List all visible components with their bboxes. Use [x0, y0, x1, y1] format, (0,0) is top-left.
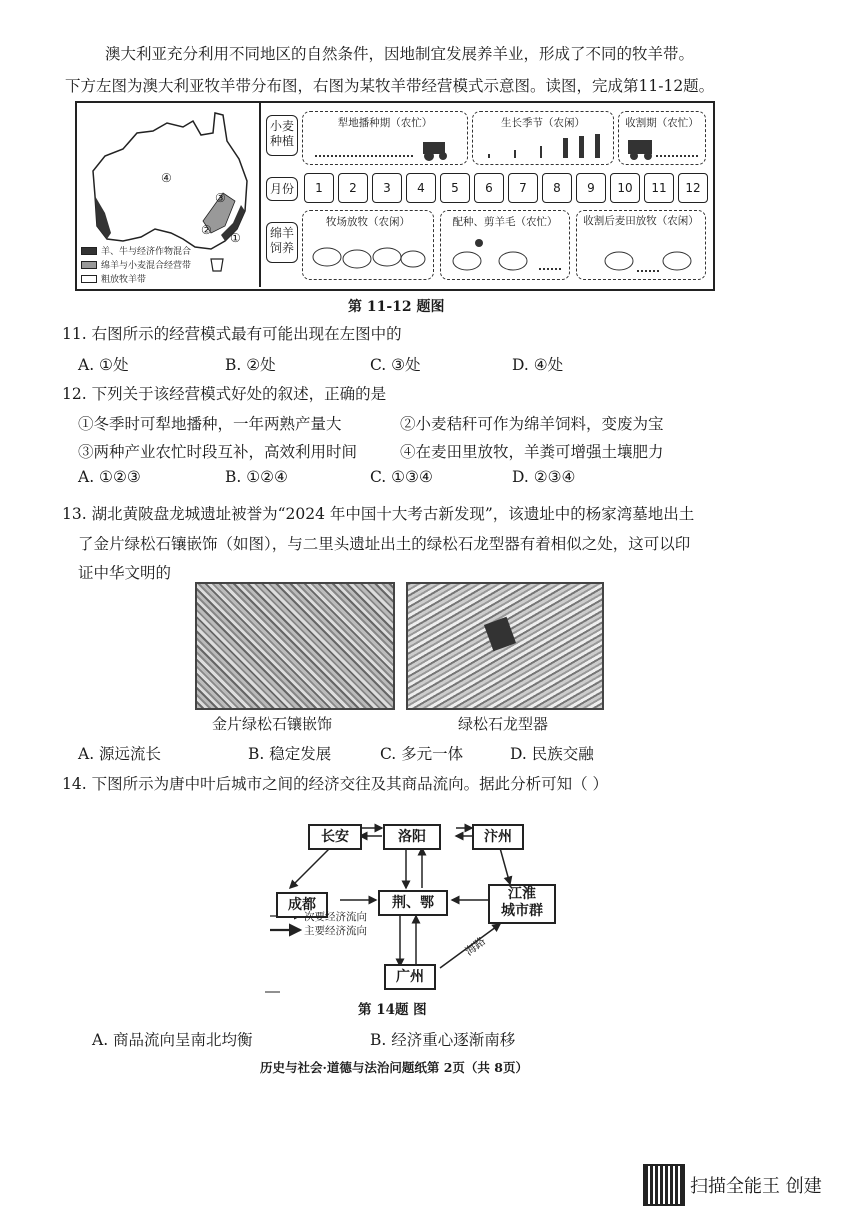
- q14-option-b[interactable]: B. 经济重心逐渐南移: [370, 1031, 516, 1049]
- row-label-sheep: 绵羊饲养: [266, 222, 298, 263]
- city-jianghuai: 江淮 城市群: [488, 884, 556, 924]
- city-changan: 长安: [308, 824, 362, 850]
- month-9: 9: [576, 173, 606, 203]
- shearing-icon: [443, 235, 567, 275]
- legend-row-2: 绵羊与小麦混合经营带: [81, 258, 191, 271]
- map-num-3: ③: [215, 191, 226, 205]
- photo-turquoise-dragon: [406, 582, 604, 710]
- month-11: 11: [644, 173, 674, 203]
- q11-option-b[interactable]: B. ②处: [225, 356, 276, 374]
- sea-route-label: 海路: [462, 934, 488, 959]
- q12-option-c[interactable]: C. ①③④: [370, 468, 433, 486]
- q11-option-c[interactable]: C. ③处: [370, 356, 421, 374]
- sheep-phase-grazing: 牧场放牧（农闲）: [302, 210, 434, 280]
- legend-row-1: 羊、牛与经济作物混合: [81, 244, 191, 257]
- q11-option-a[interactable]: A. ①处: [78, 356, 129, 374]
- map-num-2: ②: [201, 223, 212, 237]
- q12-statement-2: ②小麦秸秆可作为绵羊饲料，变废为宝: [400, 415, 664, 433]
- sheep-flock-icon: [305, 241, 431, 275]
- map-num-1: ①: [230, 231, 241, 245]
- q12-option-b[interactable]: B. ①②④: [225, 468, 288, 486]
- wheat-phase-plowing: 犁地播种期（农忙）: [302, 111, 468, 165]
- month-10: 10: [610, 173, 640, 203]
- city-luoyang: 洛阳: [383, 824, 441, 850]
- wheat-growth-icon: [475, 132, 611, 162]
- month-1: 1: [304, 173, 334, 203]
- q13-line-3: 证中华文明的: [78, 564, 172, 582]
- wheat-phase-growing: 生长季节（农闲）: [472, 111, 614, 165]
- scanner-watermark: 扫描全能王 创建: [690, 1176, 822, 1197]
- row-label-wheat: 小麦种植: [266, 115, 298, 156]
- q13-line-2: 了金片绿松石镶嵌饰（如图），与二里头遗址出土的绿松石龙型器有着相似之处，这可以印: [78, 535, 691, 553]
- intro-line-2: 下方左图为澳大利亚牧羊带分布图，右图为某牧羊带经营模式示意图。读图，完成第11-12题。: [65, 77, 715, 95]
- legend-row-3: 粗放牧羊带: [81, 272, 146, 285]
- q11-option-d[interactable]: D. ④处: [512, 356, 564, 374]
- month-3: 3: [372, 173, 402, 203]
- q14-option-a[interactable]: A. 商品流向呈南北均衡: [92, 1031, 253, 1049]
- sheep-phase-breeding: 配种、剪羊毛（农忙）: [440, 210, 570, 280]
- q11-stem: 11. 右图所示的经营模式最有可能出现在左图中的: [62, 325, 402, 343]
- page-footer: 历史与社会·道德与法治问题纸第 2页（共 8页）: [260, 1060, 528, 1075]
- city-chengdu: 成都: [276, 892, 328, 918]
- q13-option-c[interactable]: C. 多元一体: [380, 745, 464, 763]
- month-5: 5: [440, 173, 470, 203]
- month-12: 12: [678, 173, 708, 203]
- city-guangzhou: 广州: [384, 964, 436, 990]
- photo1-caption: 金片绿松石镶嵌饰: [212, 715, 333, 733]
- intro-line-1: 澳大利亚充分利用不同地区的自然条件，因地制宜发展养羊业，形成了不同的牧羊带。: [105, 45, 695, 63]
- q12-statement-3: ③两种产业农忙时段互补，高效利用时间: [78, 443, 358, 461]
- sheep-phase-stubble: 收割后麦田放牧（农闲）: [576, 210, 706, 280]
- q12-statement-4: ④在麦田里放牧，羊粪可增强土壤肥力: [400, 443, 664, 461]
- photo-gold-turquoise-inlay: [195, 582, 395, 710]
- legend-major-flow: 主要经济流向: [304, 925, 367, 937]
- q14-stem: 14. 下图所示为唐中叶后城市之间的经济交往及其商品流向。据此分析可知（ ）: [62, 775, 609, 793]
- q12-option-a[interactable]: A. ①②③: [78, 468, 141, 486]
- q12-option-d[interactable]: D. ②③④: [512, 468, 576, 486]
- map-num-4: ④: [161, 171, 172, 185]
- month-6: 6: [474, 173, 504, 203]
- q13-line-1: 13. 湖北黄陂盘龙城遗址被誉为“2024 年中国十大考古新发现”，该遗址中的杨家湾墓地出土: [62, 505, 695, 523]
- q13-option-d[interactable]: D. 民族交融: [510, 745, 594, 763]
- month-2: 2: [338, 173, 368, 203]
- month-4: 4: [406, 173, 436, 203]
- q12-stem: 12. 下列关于该经营模式好处的叙述，正确的是: [62, 385, 387, 403]
- city-bianzhou: 汴州: [472, 824, 524, 850]
- tractor-icon: [305, 132, 465, 162]
- wheat-phase-harvest: 收割期（农忙）: [618, 111, 706, 165]
- harvester-icon: [622, 132, 702, 162]
- australia-map: [75, 101, 261, 287]
- q12-statement-1: ①冬季时可犁地播种，一年两熟产量大: [78, 415, 342, 433]
- figure1-caption: 第 11-12 题图: [348, 299, 445, 315]
- q13-option-a[interactable]: A. 源远流长: [78, 745, 162, 763]
- legend-minor-flow: 次要经济流向: [304, 911, 367, 923]
- photo2-caption: 绿松石龙型器: [458, 715, 549, 733]
- q14-caption: 第 14题 图: [358, 1002, 427, 1018]
- qr-code-icon: [643, 1164, 685, 1206]
- month-8: 8: [542, 173, 572, 203]
- sheep-stubble-icon: [579, 245, 703, 277]
- city-jing-e: 荆、鄂: [378, 890, 448, 916]
- q13-option-b[interactable]: B. 稳定发展: [248, 745, 332, 763]
- month-7: 7: [508, 173, 538, 203]
- row-label-month: 月份: [266, 177, 298, 201]
